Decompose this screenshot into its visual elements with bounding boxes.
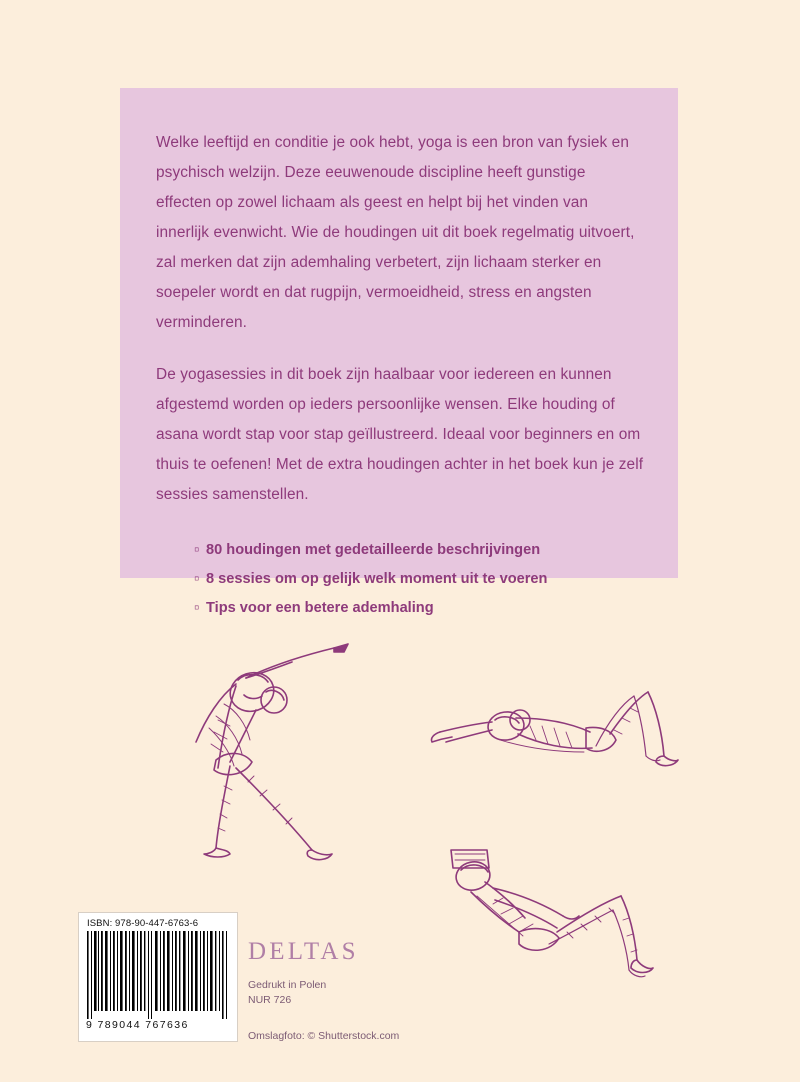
description-panel-inner bbox=[120, 88, 678, 653]
feature-label: 8 sessies om op gelijk welk moment uit te voeren bbox=[206, 571, 548, 587]
barcode-bars bbox=[85, 931, 233, 1019]
list-item bbox=[156, 565, 644, 594]
yoga-triangle-pose-illustration bbox=[96, 600, 356, 870]
photo-credit-label: Omslagfoto: © Shutterstock.com bbox=[248, 1030, 400, 1042]
nur-code-label: NUR 726 bbox=[248, 994, 292, 1006]
publisher-block bbox=[248, 938, 548, 1008]
barcode-block bbox=[78, 912, 238, 1042]
description-panel bbox=[120, 88, 678, 616]
yoga-bridge-pose-illustration bbox=[400, 660, 680, 790]
feature-label: Tips voor een betere ademhaling bbox=[206, 600, 434, 616]
bullet-marker-icon: ▫ bbox=[194, 542, 200, 558]
printed-in-label: Gedrukt in Polen bbox=[248, 979, 327, 991]
bullet-marker-icon: ▫ bbox=[194, 600, 200, 616]
bullet-marker-icon: ▫ bbox=[194, 571, 200, 587]
list-item bbox=[156, 536, 644, 565]
publisher-logo: DELTAS bbox=[248, 938, 359, 965]
feature-label: 80 houdingen met gedetailleerde beschrijvingen bbox=[206, 542, 541, 558]
description-paragraph-2: De yogasessies in dit boek zijn haalbaar voor iedereen en kunnen afgestemd worden op ieders persoonlijke wensen. Elke houding of asana wordt stap voor stap geïllustreerd. Ideaal voor beginners en om thuis te oefenen! Met de extra houdingen achter in het boek kun je zelf sessies samenstellen. bbox=[156, 366, 644, 503]
isbn-label: ISBN: 978-90-447-6763-6 bbox=[87, 918, 199, 929]
description-paragraph-1: Welke leeftijd en conditie je ook hebt, yoga is een bron van fysiek en psychisch welzijn. Deze eeuwenoude discipline heeft gunstige effecten op zowel lichaam als geest en helpt bij het vinden van innerlijk evenwicht. Wie de houdingen uit dit boek regelmatig uitvoert, zal merken dat zijn ademhaling verbetert, zijn lichaam sterker en soepeler wordt en dat rugpijn, vermoeidheid, stress en angsten verminderen. bbox=[156, 134, 635, 331]
barcode-digits: 9 789044 767636 bbox=[86, 1019, 189, 1031]
